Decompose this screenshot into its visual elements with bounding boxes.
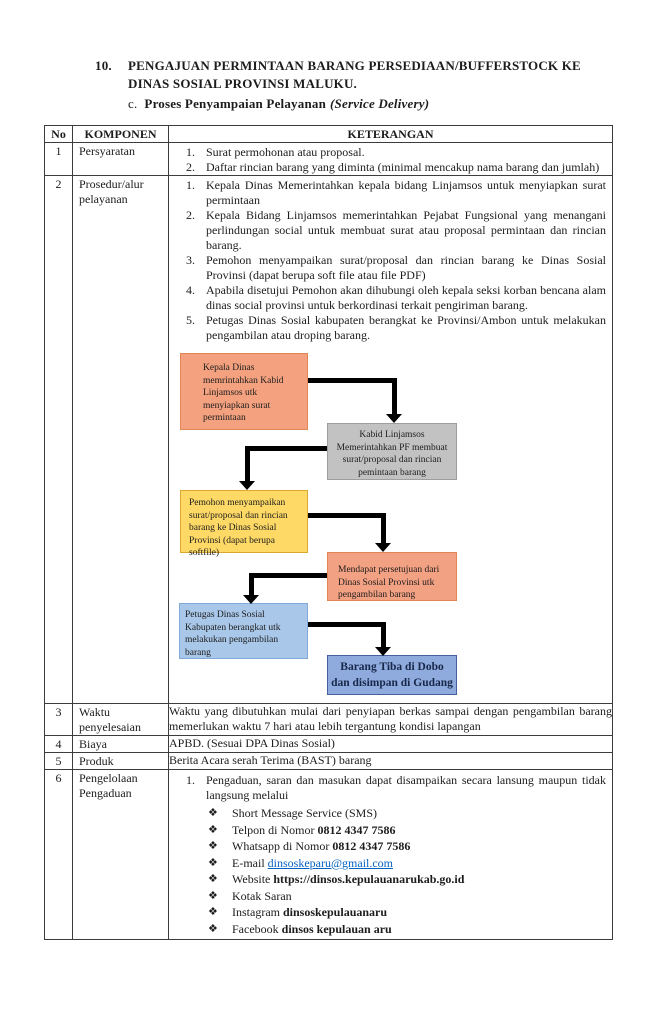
table-row [45,736,613,753]
connector-arrow-3 [381,513,386,544]
contact-item-kotak-saran: ❖ Kotak Saran [208,888,292,903]
arrow-head-icon [243,595,259,604]
keterangan-cell: APBD. (Sesuai DPA Dinas Sosial) [169,736,613,753]
row-number: 3 [45,704,73,736]
table-row [45,753,613,770]
keterangan-cell: Waktu yang dibutuhkan mulai dari penyiapan berkas sampai dengan pengambilan barang memerlukan waktu 7 hari atau lebih tergantung kondisi lapangan [169,704,613,736]
contact-item-sms: ❖ Short Message Service (SMS) [208,806,377,820]
connector-arrow-3 [308,513,386,518]
row-number: 1 [45,143,73,176]
list-item: 2. Daftar rincian barang yang diminta (minimal mencakup nama barang dan jumlah) [186,160,600,174]
connector-arrow-2 [245,446,250,482]
diamond-bullet-icon: ❖ [208,906,218,918]
row-number: 6 [45,770,73,940]
diamond-bullet-icon: ❖ [208,889,218,902]
arrow-head-icon [386,414,402,423]
service-delivery-table [44,125,613,940]
contact-item-phone: ❖ Telpon di Nomor 0812 4347 7586 [208,822,396,837]
contact-item-instagram: ❖ Instagram dinsoskepulauanaru [208,905,388,919]
connector-arrow-2 [245,446,327,451]
diamond-bullet-icon: ❖ [208,856,218,869]
header-keterangan: KETERANGAN [169,126,613,143]
table-row [45,704,613,736]
contact-item-website: ❖ Website https://dinsos.kepulauanarukab.go.id [208,872,465,886]
facebook-handle: dinsos kepulauan aru [281,921,392,936]
connector-arrow-5 [381,622,386,648]
diamond-bullet-icon: ❖ [208,922,218,935]
section-number: 10. [95,58,112,73]
subtitle-text: Proses Penyampaian Pelayanan [144,95,327,111]
subtitle-italic: (Service Delivery) [330,95,430,111]
komponen-cell: Prosedur/alur pelayanan [73,176,169,704]
phone-number: 0812 4347 7586 [317,822,396,837]
komponen-cell: Pengelolaan Pengaduan [73,770,169,940]
connector-arrow-5 [308,622,386,627]
contact-item-whatsapp: ❖ Whatsapp di Nomor 0812 4347 7586 [208,839,411,853]
komponen-cell: Biaya [73,736,169,753]
list-item: 4. Apabila disetujui Pemohon akan dihubungi oleh kepala seksi korban bencana alam dinas social provinsi untuk berkordinasi terkait pengiriman barang. [186,283,606,312]
diamond-bullet-icon: ❖ [208,873,218,885]
subtitle-prefix: c. [128,95,138,111]
contact-item-email: ❖ E-mail dinsoskeparu@gmail.com [208,855,394,870]
arrow-head-icon [375,647,391,656]
email-link[interactable]: dinsoskeparu@gmail.com [267,855,394,870]
komponen-cell: Produk [73,753,169,770]
website-url: https://dinsos.kepulauanarukab.go.id [273,872,465,886]
arrow-head-icon [239,481,255,490]
section-title-line1: PENGAJUAN PERMINTAAN BARANG PERSEDIAAN/BUFFERSTOCK KE [128,58,581,73]
komponen-cell: Waktu penyelesaian [73,704,169,736]
list-item: 1. Surat permohonan atau proposal. [186,145,365,159]
section-heading [95,57,667,112]
instagram-handle: dinsoskepulauanaru [282,905,388,919]
list-item: 2. Kepala Bidang Linjamsos memerintahkan Pejabat Fungsional yang menangani perlindungan social untuk membuat surat atau proposal permintaan dan rincian barang. [186,208,606,252]
table-row [45,770,613,940]
section-title [128,57,633,112]
list-item: 1. Pengaduan, saran dan masukan dapat disampaikan secara lansung maupun tidak langsung melalui [186,773,606,802]
header-komponen: KOMPONEN [73,126,169,143]
flow-box-petugas: Petugas Dinas Sosial Kabupaten berangkat utk melakukan pengambilan barang [179,603,308,659]
keterangan-cell: Berita Acara serah Terima (BAST) barang [169,753,613,770]
connector-arrow-1 [308,378,397,383]
flowchart [169,347,612,703]
keterangan-cell [169,770,613,940]
connector-arrow-4 [249,573,327,578]
table-row [45,176,613,704]
arrow-head-icon [375,543,391,552]
table-row [45,143,613,176]
list-item: 3. Pemohon menyampaikan surat/proposal dan rincian barang ke Dinas Sosial Provinsi (dapat berupa soft file atau file PDF) [186,253,606,282]
flow-box-pemohon: Pemohon menyampaikan surat/proposal dan rincian barang ke Dinas Sosial Provinsi (dapat berupa softfile) [180,490,308,553]
section-subtitle [128,95,633,113]
section-title-line2: DINAS SOSIAL PROVINSI MALUKU. [128,75,358,91]
row-number: 4 [45,736,73,753]
table-header-row [45,126,613,143]
row-number: 2 [45,176,73,704]
diamond-bullet-icon: ❖ [208,823,218,836]
list-item: 5. Petugas Dinas Sosial kabupaten berangkat ke Provinsi/Ambon untuk melakukan pengambilan atau droping barang. [186,313,606,342]
row-number: 5 [45,753,73,770]
header-no: No [45,126,73,143]
diamond-bullet-icon: ❖ [208,807,218,819]
connector-arrow-1 [392,378,397,416]
list-item: 1. Kepala Dinas Memerintahkan kepala bidang Linjamsos untuk menyiapkan surat permintaan [186,178,606,207]
flow-box-persetujuan: Mendapat persetujuan dari Dinas Sosial Provinsi utk pengambilan barang [327,552,457,601]
flow-box-kabid-linjamsos: Kabid Linjamsos Memerintahkan PF membuat surat/proposal dan rincian pemintaan barang [327,423,457,480]
flow-box-kepala-dinas: Kepala Dinas memrintahkan Kabid Linjamsos utk menyiapkan surat permintaan [180,353,308,430]
komponen-cell: Persyaratan [73,143,169,176]
connector-arrow-4 [249,573,254,596]
keterangan-cell [169,143,613,176]
contact-channels [186,807,606,936]
contact-item-facebook: ❖ Facebook dinsos kepulauan aru [208,921,392,936]
keterangan-cell [169,176,613,704]
diamond-bullet-icon: ❖ [208,840,218,852]
flow-box-barang-tiba: Barang Tiba di Dobo dan disimpan di Gudang [327,655,457,695]
whatsapp-number: 0812 4347 7586 [332,839,411,853]
